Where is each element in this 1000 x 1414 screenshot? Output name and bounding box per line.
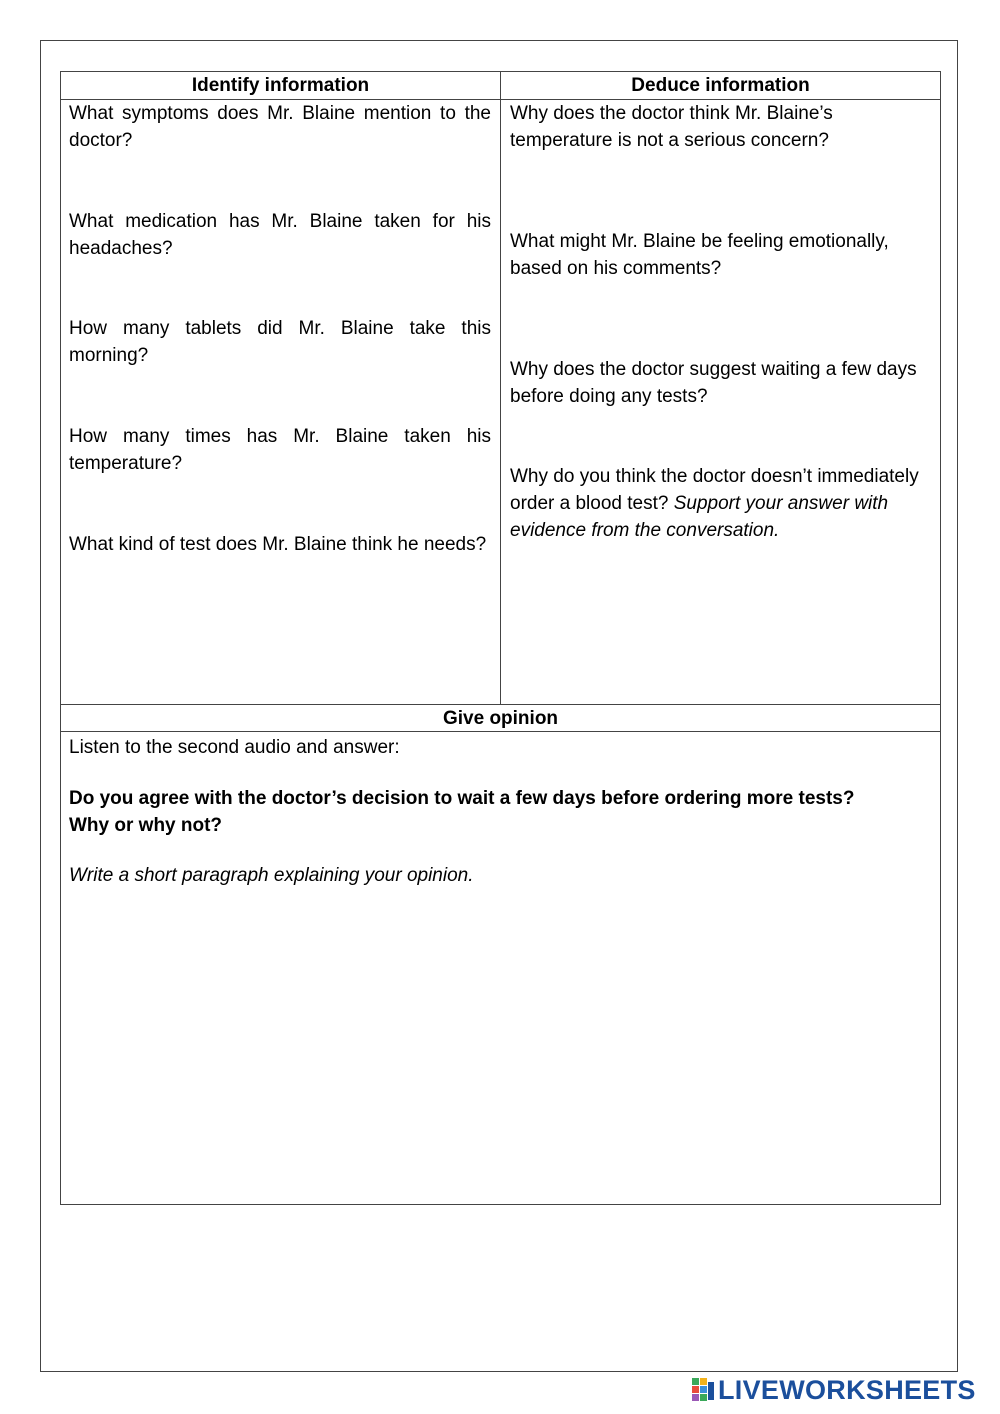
deduce-header: Deduce information	[501, 72, 940, 100]
worksheet-table	[60, 71, 941, 1205]
identify-question-1: What symptoms does Mr. Blaine mention to the doctor?	[69, 103, 491, 151]
liveworksheets-text: LIVEWORKSHEETS	[718, 1374, 976, 1405]
deduce-question-4-text: Why do you think the doctor doesn’t immediately order a blood test?	[510, 466, 919, 514]
deduce-question-4	[510, 463, 930, 544]
deduce-column	[501, 100, 940, 704]
deduce-question-2: What might Mr. Blaine be feeling emotionally, based on his comments?	[510, 231, 889, 279]
identify-column	[61, 100, 501, 704]
deduce-question-4-hint: Support your answer with evidence from the conversation.	[510, 493, 889, 541]
liveworksheets-logo	[692, 1375, 976, 1405]
opinion-header: Give opinion	[61, 704, 940, 732]
identify-question-4: How many times has Mr. Blaine taken his temperature?	[69, 426, 491, 474]
opinion-question-line-2: Why or why not?	[69, 815, 223, 836]
deduce-question-3: Why does the doctor suggest waiting a few days before doing any tests?	[510, 359, 917, 407]
opinion-task: Write a short paragraph explaining your opinion.	[69, 865, 474, 886]
opinion-question-line-1: Do you agree with the doctor’s decision to wait a few days before ordering more tests?	[69, 788, 855, 809]
liveworksheets-mark-icon	[692, 1378, 716, 1402]
deduce-question-1: Why does the doctor think Mr. Blaine’s temperature is not a serious concern?	[510, 103, 833, 151]
identify-question-3: How many tablets did Mr. Blaine take this morning?	[69, 318, 491, 366]
opinion-instruction: Listen to the second audio and answer:	[69, 737, 400, 758]
identify-question-2: What medication has Mr. Blaine taken for his headaches?	[69, 211, 491, 259]
identify-question-5: What kind of test does Mr. Blaine think he needs?	[69, 534, 487, 555]
identify-header: Identify information	[61, 72, 501, 100]
